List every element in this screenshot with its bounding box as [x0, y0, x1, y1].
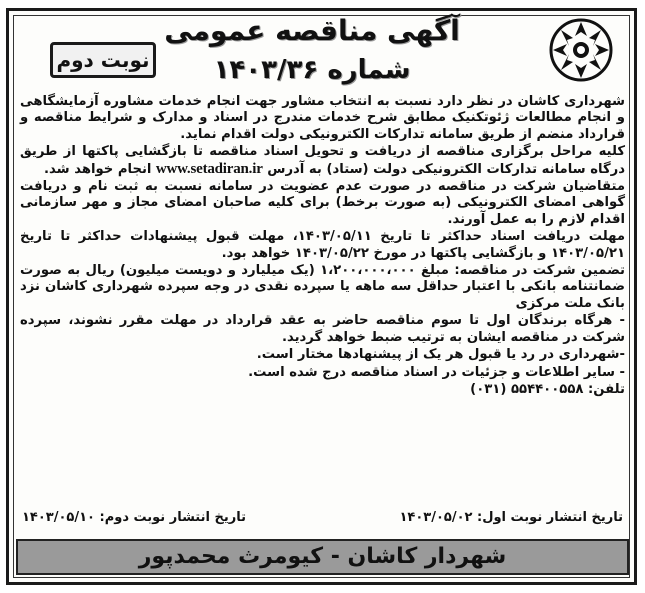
notice-body	[20, 94, 625, 399]
paragraph-registration: متقاضیان شرکت در مناقصه در صورت عدم عضویت در سامانه نسبت به ثبت نام و دریافت گواهی امضای الکترونیکی (به صورت برخط) برای کلیه صاحبان امضای مجاز و مهر سازمانی اقدام لازم را به عمل آورند.	[20, 179, 625, 227]
notice-number: شماره ۱۴۰۳/۳۶	[213, 55, 411, 85]
paragraph-forfeit: - هرگاه برندگان اول تا سوم مناقصه حاضر به عقد قرارداد در مهلت مقرر نشوند، سپرده شرکت در مناقصه ایشان به ترتیب ضبط خواهد گردید.	[20, 313, 625, 345]
paragraph-guarantee: تضمین شرکت در مناقصه: مبلغ ۱،۲۰۰،۰۰۰،۰۰۰ (یک میلیارد و دویست میلیون) ریال به صورت ضمانتنامه بانکی با اعتبار حداقل سه ماهه یا سپرده نقدی در وجه سپرده شهرداری کاشان نزد بانک ملت مرکزی	[20, 263, 626, 311]
paragraph-details: - سایر اطلاعات و جزئیات در اسناد مناقصه درج شده است.	[248, 364, 625, 380]
paragraph-phone: تلفن: ۵۵۴۴۰۰۵۵۸ (۰۳۱)	[470, 381, 625, 397]
publish-date-second: تاریخ انتشار نوبت دوم: ۱۴۰۳/۰۵/۱۰	[22, 510, 246, 525]
notice-header	[12, 12, 617, 90]
paragraph-procedure	[20, 144, 625, 178]
municipality-emblem-icon	[547, 16, 615, 84]
mayor-signature-bar: شهردار کاشان - کیومرث محمدپور	[16, 539, 629, 575]
procedure-text: کلیه مراحل برگزاری مناقصه از دریافت و تحویل اسناد مناقصه تا بازگشایی پاکتها از طریق درگاه سامانه تدارکات الکترونیکی دولت (ستاد) به آدرس	[20, 144, 625, 177]
paragraph-intro: شهرداری کاشان در نظر دارد نسبت به انتخاب مشاور جهت انجام خدمات مشاوره آزمایشگاهی و انجام مطالعات ژئوتکنیک مطابق شرح خدمات مندرج در اسناد و مدارک و شرایط مناقصه و قرارداد منضم از طریق سامانه تدارکات الکترونیکی دولت اقدام نماید.	[20, 94, 625, 142]
notice-title: آگهی مناقصه عمومی	[164, 14, 460, 47]
round-badge: نوبت دوم	[50, 42, 156, 78]
paragraph-rights: -شهرداری در رد یا قبول هر یک از پیشنهادها مختار است.	[256, 347, 625, 363]
procedure-text-end: انجام خواهد شد.	[44, 161, 152, 177]
paragraph-deadlines: مهلت دریافت اسناد حداکثر تا تاریخ ۱۴۰۳/۰۵/۱۱، مهلت قبول پیشنهادات حداکثر تا تاریخ ۱۴۰۳/۰۵/۲۱ و بازگشایی پاکتها در مورخ ۱۴۰۳/۰۵/۲۲ خواهد بود.	[20, 229, 625, 261]
setadiran-link[interactable]: www.setadiran.ir	[155, 160, 263, 177]
publish-dates	[22, 510, 623, 525]
publish-date-first: تاریخ انتشار نوبت اول: ۱۴۰۳/۰۵/۰۲	[399, 510, 623, 525]
